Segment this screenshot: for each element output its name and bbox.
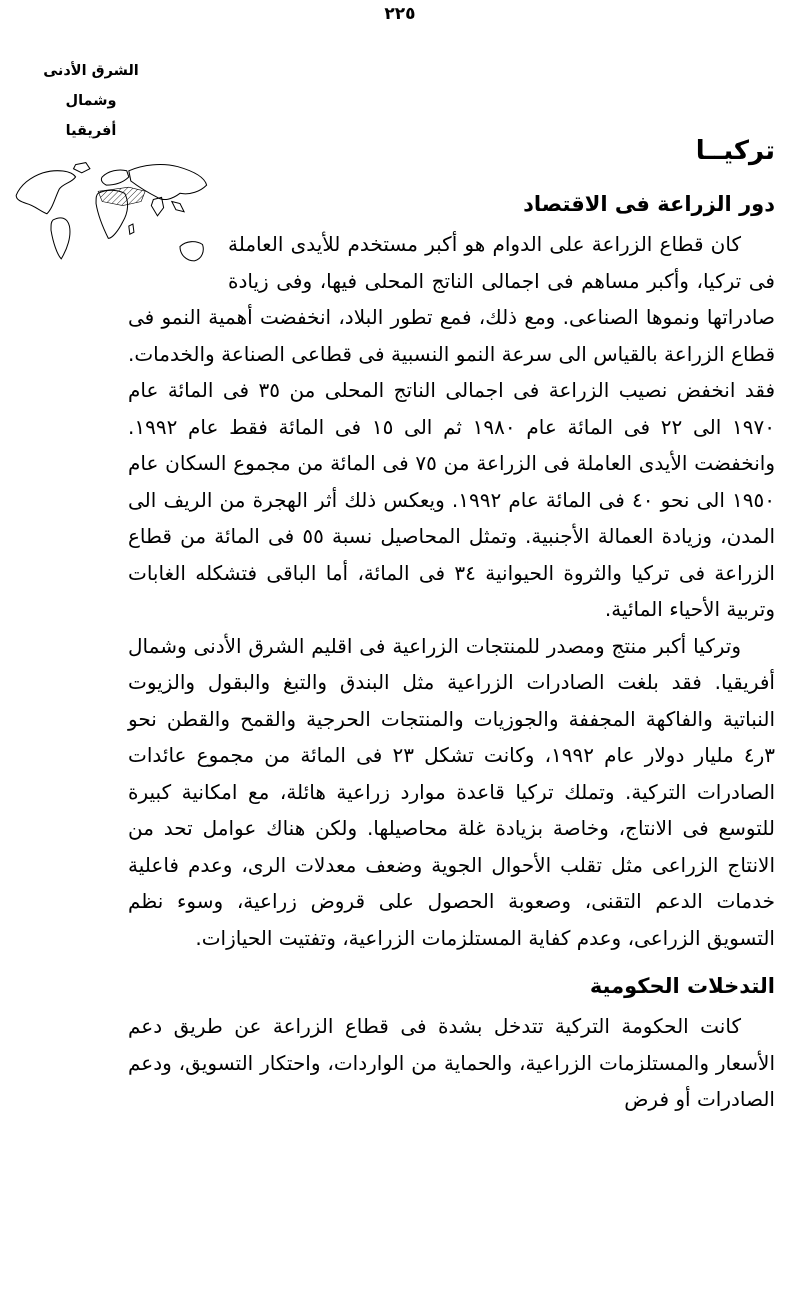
- paragraph-agriculture-role-2: وتركيا أكبر منتج ومصدر للمنتجات الزراعية فى اقليم الشرق الأدنى وشمال أفريقيا. فقد بلغت الصادرات الزراعية مثل البندق والتبغ والبقول والزيوت النباتية والفاكهة المجففة والجوزيات والمنتجات الحرجية والقمح والقطن نحو ٣ر٤ مليار دولار عام ١٩٩٢، وكانت تشكل ٢٣ فى المائة من مجموع عائدات الصادرات التركية. وتملك تركيا قاعدة موارد زراعية هائلة، مع امكانية كبيرة للتوسع فى الانتاج، وخاصة بزيادة غلة محاصيلها. ولكن هناك عوامل تحد من الانتاج الزراعى مثل تقلب الأحوال الجوية وضعف معدلات الرى، وعدم فاعلية خدمات الدعم التقنى، وصعوبة الحصول على قروض زراعية، وسوء نظم التسويق الزراعى، وعدم كفاية المستلزمات الزراعية، وتفتيت الحيازات.: [128, 633, 775, 950]
- map-caption-line2: أفريقيا: [65, 123, 117, 139]
- article-title: تركيــا: [695, 136, 775, 166]
- map-caption-line1: الشرق الأدنى وشمال: [43, 63, 139, 109]
- page-number: ٢٢٥: [384, 4, 416, 24]
- section-heading-agriculture-role: دور الزراعة فى الاقتصاد: [523, 192, 775, 216]
- section-heading-government-interventions: التدخلات الحكومية: [589, 974, 775, 998]
- map-text-wrap-spacer: [128, 136, 228, 272]
- paragraph-agriculture-role-1: كان قطاع الزراعة على الدوام هو أكبر مستخدم للأيدى العاملة فى تركيا، وأكبر مساهم فى اجمالى الناتج المحلى فيها، وفى زيادة صادراتها ونموها الصناعى. ومع ذلك، فمع تطور البلاد، انخفضت أهمية النمو فى قطاع الزراعة بالقياس الى سرعة النمو النسبية فى قطاعى الصناعة والخدمات. فقد انخفض نصيب الزراعة فى اجمالى الناتج المحلى من ٣٥ فى المائة عام ١٩٧٠ الى ٢٢ فى المائة عام ١٩٨٠ ثم الى ١٥ فى المائة فقط عام ١٩٩٢. وانخفضت الأيدى العاملة فى الزراعة من ٧٥ فى المائة من مجموع السكان عام ١٩٥٠ الى نحو ٤٠ فى المائة عام ١٩٩٢. ويعكس ذلك أثر الهجرة من الريف الى المدن، وزيادة العمالة الأجنبية. وتمثل المحاصيل نسبة ٥٥ فى المائة من قطاع الزراعة فى تركيا والثروة الحيوانية ٣٤ فى المائة، أما الباقى فتشكله الغابات وتربية الأحياء المائية.: [128, 232, 776, 621]
- article: [128, 136, 775, 1118]
- paragraph-government-interventions-1: كانت الحكومة التركية تتدخل بشدة فى قطاع الزراعة عن طريق دعم الأسعار والمستلزمات الزراعية، والحماية من الواردات، واحتكار التسويق، ودعم الصادرات أو فرض: [128, 1014, 775, 1111]
- map-caption: [16, 56, 166, 146]
